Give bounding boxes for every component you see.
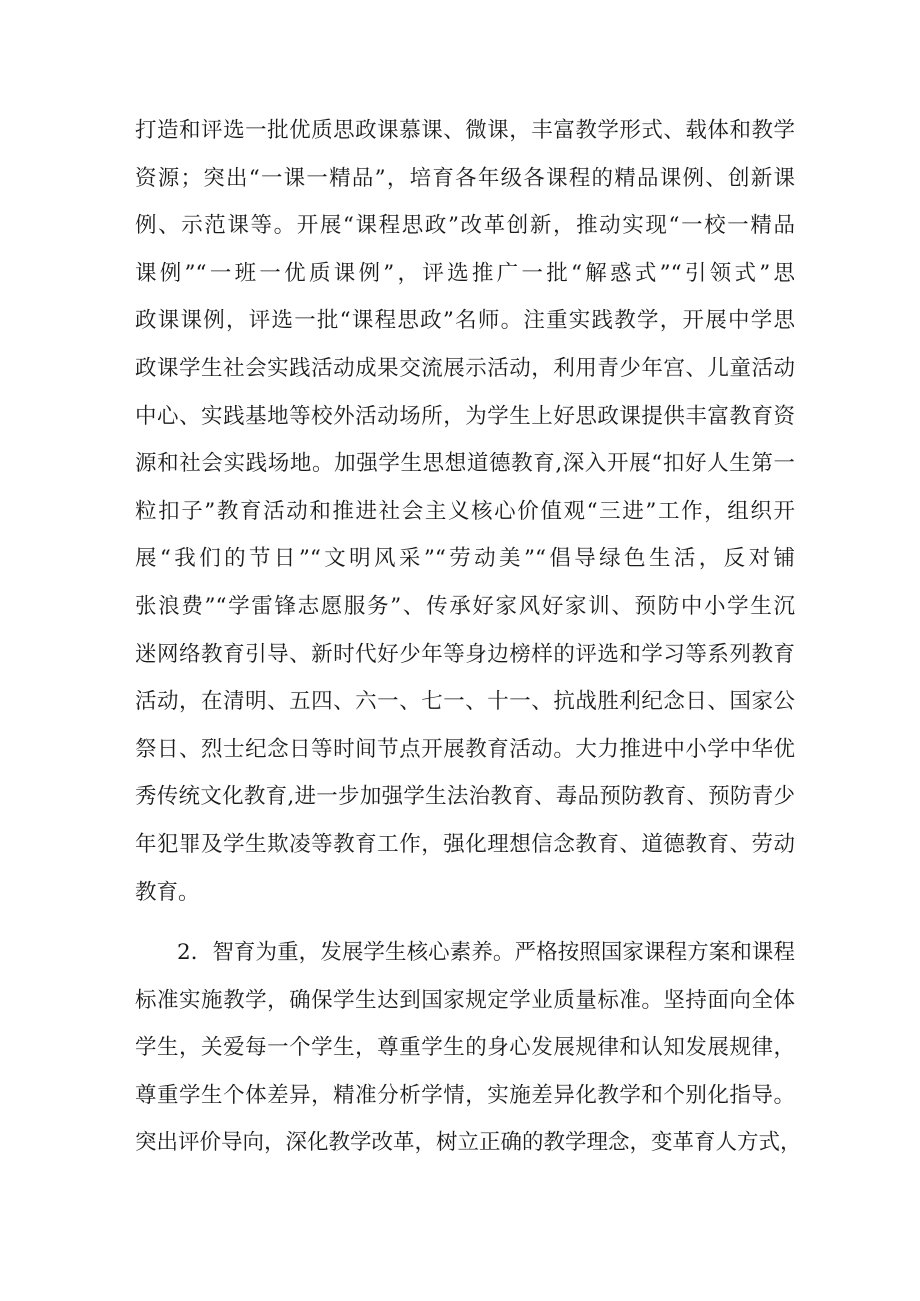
text-line: 张浪费”“学雷锋志愿服务”、传承好家风好家训、预防中小学生沉 [135,593,795,619]
text-line: 尊重学生个体差异，精准分析学情，实施差异化教学和个别化指导。 [135,1082,795,1108]
text-line: 展“我们的节日”“文明风采”“劳动美”“倡导绿色生活，反对铺 [135,546,795,572]
text-line: 政课课例，评选一批“课程思政”名师。注重实践教学，开展中学思 [135,308,795,334]
text-line: 祭日、烈士纪念日等时间节点开展教育活动。大力推进中小学中华优 [135,736,795,762]
text-line: 资源；突出“一课一精品”，培育各年级各课程的精品课例、创新课 [135,165,795,191]
text-line: 例、示范课等。开展“课程思政”改革创新，推动实现“一校一精品 [135,213,795,239]
text-line: 秀传统文化教育,进一步加强学生法治教育、毒品预防教育、预防青少 [135,784,795,810]
text-line: 政课学生社会实践活动成果交流展示活动，利用青少年宫、儿童活动 [135,355,795,381]
text-line: 课例”“一班一优质课例”，评选推广一批“解惑式”“引领式”思 [135,260,795,286]
text-line: 粒扣子”教育活动和推进社会主义核心价值观“三进”工作，组织开 [135,498,795,524]
text-line: 教育。 [135,879,200,905]
text-line: 打造和评选一批优质思政课慕课、微课，丰富教学形式、载体和教学 [135,118,795,143]
text-line: 活动，在清明、五四、六一、七一、十一、抗战胜利纪念日、国家公 [135,689,795,715]
text-line: 学生，关爱每一个学生，尊重学生的身心发展规律和认知发展规律， [135,1035,795,1061]
text-line: 中心、实践基地等校外活动场所，为学生上好思政课提供丰富教育资 [135,403,795,429]
text-line: 源和社会实践场地。加强学生思想道德教育,深入开展“扣好人生第一 [135,451,795,477]
paragraph-moral-education [135,107,795,916]
text-line: 迷网络教育引导、新时代好少年等身边榜样的评选和学习等系列教育 [135,641,795,667]
text-line: 突出评价导向，深化教学改革，树立正确的教学理念，变革育人方式， [135,1130,802,1156]
text-line: 年犯罪及学生欺凌等教育工作，强化理想信念教育、道德教育、劳动 [135,831,795,857]
text-line: 标准实施教学，确保学生达到国家规定学业质量标准。坚持面向全体 [135,987,795,1013]
text-line: 2．智育为重，发展学生核心素养。严格按照国家课程方案和课程 [177,940,795,965]
paragraph-intellectual-education [135,929,802,1167]
